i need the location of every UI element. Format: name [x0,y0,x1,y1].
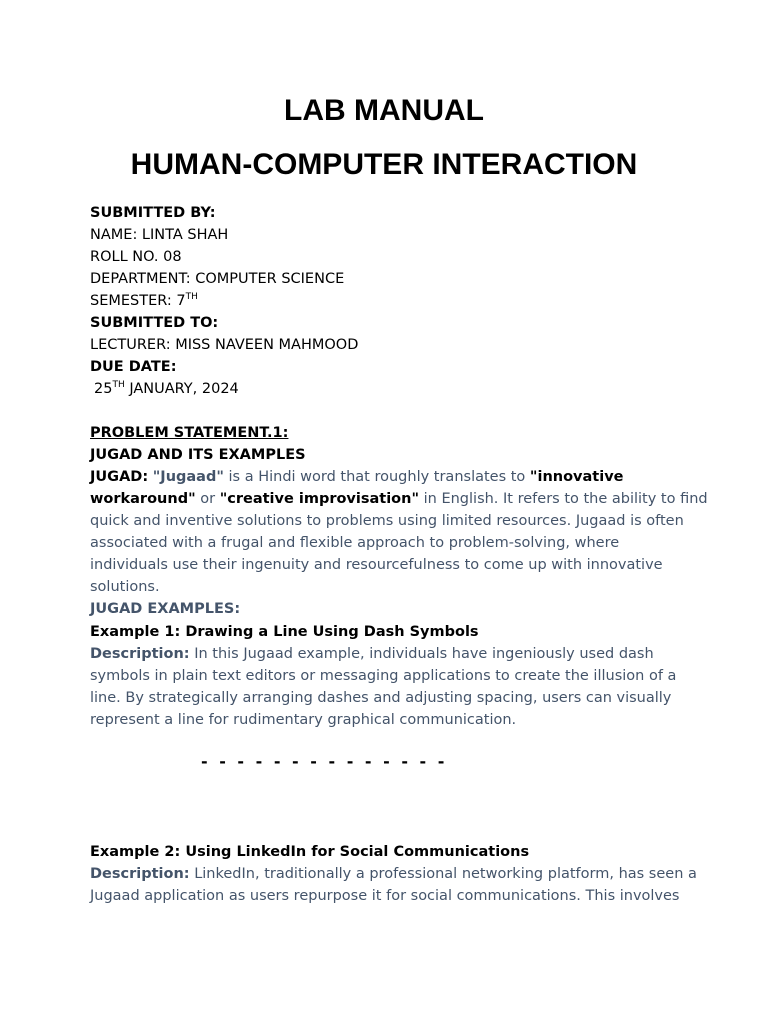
example-2-title: Example 2: Using LinkedIn for Social Communications [90,844,530,860]
example-1-description-label: Description: [90,646,190,662]
example-1-description-text: In this Jugaad example, individuals have ingeniously used dash [189,646,654,662]
semester-text: SEMESTER: 7 [90,293,186,309]
example-1-title: Example 1: Drawing a Line Using Dash Symbols [90,624,479,640]
creative-quote: "creative improvisation" [219,491,420,507]
definition-text-3: in English. It refers to the ability to find [419,491,708,507]
lecturer: LECTURER: MISS NAVEEN MAHMOOD [90,337,359,353]
due-date [94,378,239,400]
jugad-label: JUGAD: [90,469,149,485]
example-2-description-label: Description: [90,866,190,882]
jugad-definition-line-1 [90,466,623,488]
jugad-definition-line-5: individuals use their ingenuity and resourcefulness to come up with innovative [90,557,663,573]
jugad-definition-line-6: solutions. [90,579,160,595]
example-1-description-line-4: represent a line for rudimentary graphical communication. [90,712,517,728]
due-day-superscript: TH [112,380,125,390]
department: DEPARTMENT: COMPUTER SCIENCE [90,271,345,287]
innovative-quote-start: "innovative [529,469,624,485]
examples-heading: JUGAD EXAMPLES: [90,601,241,617]
due-day: 25 [94,381,113,397]
innovative-quote-end: workaround" [90,491,196,507]
student-name: NAME: LINTA SHAH [90,227,229,243]
due-month-year: JANUARY, 2024 [124,381,239,397]
definition-text-2: or [195,491,220,507]
jugad-definition-line-3: quick and inventive solutions to problems using limited resources. Jugaad is often [90,513,684,529]
submitted-to-label: SUBMITTED TO: [90,315,219,331]
example-2-description-line-1 [90,863,697,885]
semester [90,290,198,312]
jugaad-quote: "Jugaad" [152,469,224,485]
document-title: LAB MANUAL [284,94,484,127]
jugad-definition-line-4: associated with a frugal and flexible approach to problem-solving, where [90,535,620,551]
example-2-description-line-2: Jugaad application as users repurpose it for social communications. This involves [90,888,680,904]
problem-heading: PROBLEM STATEMENT.1: [90,425,289,441]
document-subtitle: HUMAN-COMPUTER INTERACTION [130,148,638,181]
definition-text-1: is a Hindi word that roughly translates to [223,469,530,485]
due-date-label: DUE DATE: [90,359,177,375]
submitted-by-label: SUBMITTED BY: [90,205,216,221]
problem-subheading: JUGAD AND ITS EXAMPLES [90,447,306,463]
dash-line-example: - - - - - - - - - - - - - - [201,752,448,771]
example-1-description-line-1 [90,643,654,665]
semester-superscript: TH [185,292,198,302]
example-1-description-line-2: symbols in plain text editors or messaging applications to create the illusion of a [90,668,677,684]
roll-number: ROLL NO. 08 [90,249,182,265]
example-2-description-text: LinkedIn, traditionally a professional networking platform, has seen a [189,866,697,882]
jugad-definition-line-2 [90,488,708,510]
example-1-description-line-3: line. By strategically arranging dashes and adjusting spacing, users can visually [90,690,672,706]
